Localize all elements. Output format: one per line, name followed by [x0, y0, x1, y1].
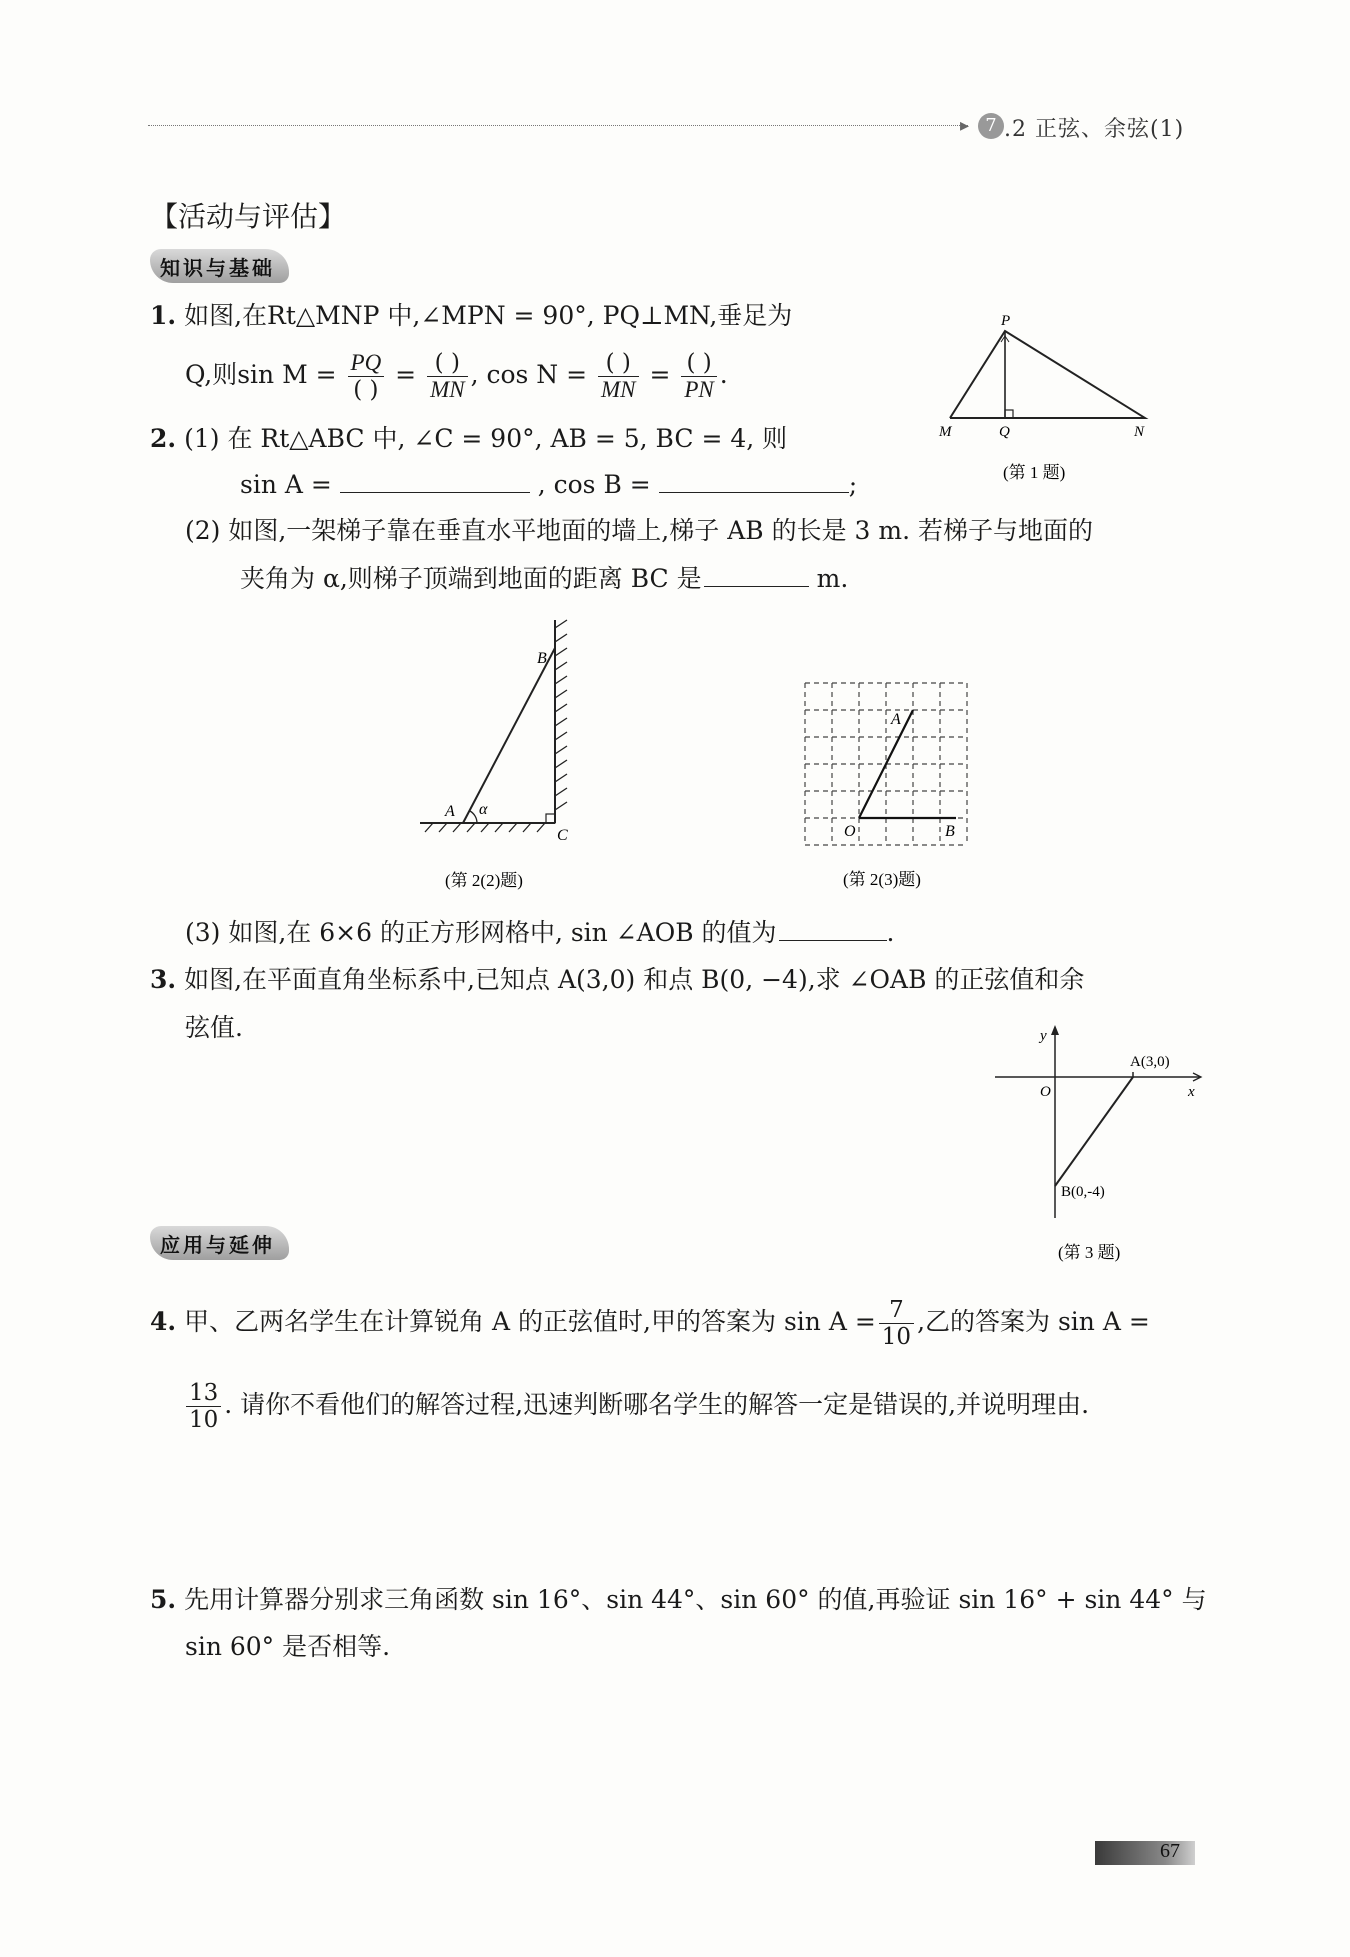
figure-2-2-caption: (第 2(2)题) — [445, 871, 523, 890]
label-m: M — [939, 424, 952, 440]
label-p: P — [1001, 313, 1011, 329]
q1-number: 1. — [150, 301, 177, 330]
header-rule — [148, 125, 968, 126]
fraction — [598, 350, 639, 403]
axis-x-label: x — [1188, 1084, 1195, 1100]
equals: = — [395, 360, 417, 389]
q1-line1 — [150, 298, 792, 334]
q3-number: 3. — [150, 965, 177, 994]
origin-label: O — [1040, 1084, 1051, 1100]
q2-part2-line1: (2) 如图,一架梯子靠在垂直水平地面的墙上,梯子 AB 的长是 3 m. 若梯子与地面的 — [185, 516, 1093, 545]
q4-line1 — [150, 1297, 1150, 1350]
label-b: B — [945, 823, 955, 840]
frac-numerator-blank: ( ) — [598, 350, 639, 377]
figure-1-triangle — [935, 308, 1155, 488]
q2-line2 — [240, 467, 857, 503]
fraction — [427, 350, 468, 403]
frac-numerator-blank: ( ) — [681, 350, 716, 377]
label-c: C — [557, 827, 568, 844]
unit-m: m. — [816, 564, 849, 593]
figure-3-coordinates — [985, 1018, 1215, 1268]
figure-3-caption: (第 3 题) — [1058, 1243, 1121, 1262]
q4-line2 — [183, 1380, 1089, 1433]
q1-cos-n: , cos N = — [470, 360, 588, 389]
q2-part3-text: (3) 如图,在 6×6 的正方形网格中, sin ∠AOB 的值为 — [185, 918, 777, 947]
badge-extension: 应用与延伸 — [150, 1226, 289, 1260]
frac-numerator-blank: ( ) — [427, 350, 468, 377]
figure-2-3-grid — [795, 675, 995, 895]
q4-text-c: . 请你不看他们的解答过程,迅速判断哪名学生的解答一定是错误的,并说明理由. — [224, 1390, 1090, 1419]
frac-numerator: 13 — [186, 1380, 221, 1407]
q2-number: 2. — [150, 424, 177, 453]
q1-sin-m: Q,则sin M = — [185, 360, 337, 389]
answer-blank-sin-aob[interactable] — [779, 918, 887, 941]
semicolon: ; — [848, 470, 858, 499]
q5-text: 先用计算器分别求三角函数 sin 16°、sin 44°、sin 60° 的值,再验证 sin 16° + sin 44° 与 — [184, 1585, 1207, 1614]
frac-numerator: 7 — [879, 1297, 914, 1324]
frac-denominator: MN — [430, 377, 465, 402]
page-number: 67 — [1160, 1840, 1180, 1862]
page-number-bar — [1095, 1841, 1195, 1865]
label-b: B — [537, 650, 547, 667]
q2-part2-text: 夹角为 α,则梯子顶端到地面的距离 BC 是 — [240, 564, 702, 593]
label-q: Q — [999, 424, 1010, 440]
period: . — [886, 918, 895, 947]
arrow-icon: ▸ — [960, 115, 970, 136]
ground-hatching — [425, 823, 545, 832]
label-n: N — [1134, 424, 1145, 440]
wall-hatching — [555, 620, 567, 810]
q5-line2: sin 60° 是否相等. — [185, 1632, 391, 1661]
q4-text-b: ,乙的答案为 sin A = — [917, 1307, 1150, 1336]
figure-2-2-ladder — [415, 618, 595, 898]
q4-number: 4. — [150, 1307, 177, 1336]
q2-part3 — [185, 915, 895, 951]
frac-denominator: 10 — [189, 1407, 219, 1433]
figure-2-3-caption: (第 2(3)题) — [843, 870, 921, 889]
q1-text: 如图,在Rt△MNP 中,∠MPN = 90°, PQ⊥MN,垂足为 — [184, 301, 793, 330]
activity-heading: 【活动与评估】 — [150, 200, 347, 233]
answer-blank-bc[interactable] — [704, 564, 809, 587]
label-a: A — [445, 803, 455, 820]
fraction — [348, 350, 385, 403]
q3-line2: 弦值. — [185, 1013, 243, 1042]
equals: = — [649, 360, 671, 389]
point-b-label: B(0,-4) — [1061, 1184, 1105, 1200]
frac-denominator: MN — [601, 377, 636, 402]
label-a: A — [891, 711, 901, 728]
frac-numerator: PQ — [350, 350, 382, 375]
q4-text-a: 甲、乙两名学生在计算锐角 A 的正弦值时,甲的答案为 sin A = — [184, 1307, 876, 1336]
q2-part2-line2 — [240, 561, 848, 597]
section-number-badge: 7 — [978, 113, 1004, 139]
fraction-thirteen-tenths — [186, 1380, 221, 1433]
figure-1-caption: (第 1 题) — [1003, 463, 1066, 482]
axis-y-label: y — [1040, 1028, 1047, 1044]
label-o: O — [844, 823, 856, 840]
frac-denominator-blank: ( ) — [353, 377, 379, 403]
badge-basics: 知识与基础 — [150, 249, 289, 283]
q3-line1 — [150, 962, 1084, 998]
q2-cos-b: , cos B = — [537, 470, 651, 499]
q2-line1 — [150, 421, 787, 457]
frac-denominator: 10 — [881, 1324, 912, 1350]
q2-part1-text: (1) 在 Rt△ABC 中, ∠C = 90°, AB = 5, BC = 4, 则 — [184, 424, 788, 453]
q5-line1 — [150, 1582, 1207, 1618]
q5-number: 5. — [150, 1585, 177, 1614]
q2-sin-a: sin A = — [240, 470, 332, 499]
fraction — [681, 350, 716, 403]
answer-blank-sin-a[interactable] — [340, 470, 530, 493]
section-title: .2 正弦、余弦(1) — [1004, 117, 1185, 142]
fraction-seven-tenths — [879, 1297, 914, 1350]
frac-denominator: PN — [684, 377, 714, 402]
q3-text: 如图,在平面直角坐标系中,已知点 A(3,0) 和点 B(0, −4),求 ∠OAB 的正弦值和余 — [184, 965, 1085, 994]
point-a-label: A(3,0) — [1130, 1054, 1170, 1070]
q1-line2: Q,则sin M = $\frac{PQ}{( )}$ = $\frac{( )}{MN}$ , cos N = $\frac{( )}{MN}$ = $\frac{( )}{PN}$ . — [185, 350, 728, 403]
answer-blank-cos-b[interactable] — [659, 470, 849, 493]
label-alpha: α — [479, 801, 488, 818]
